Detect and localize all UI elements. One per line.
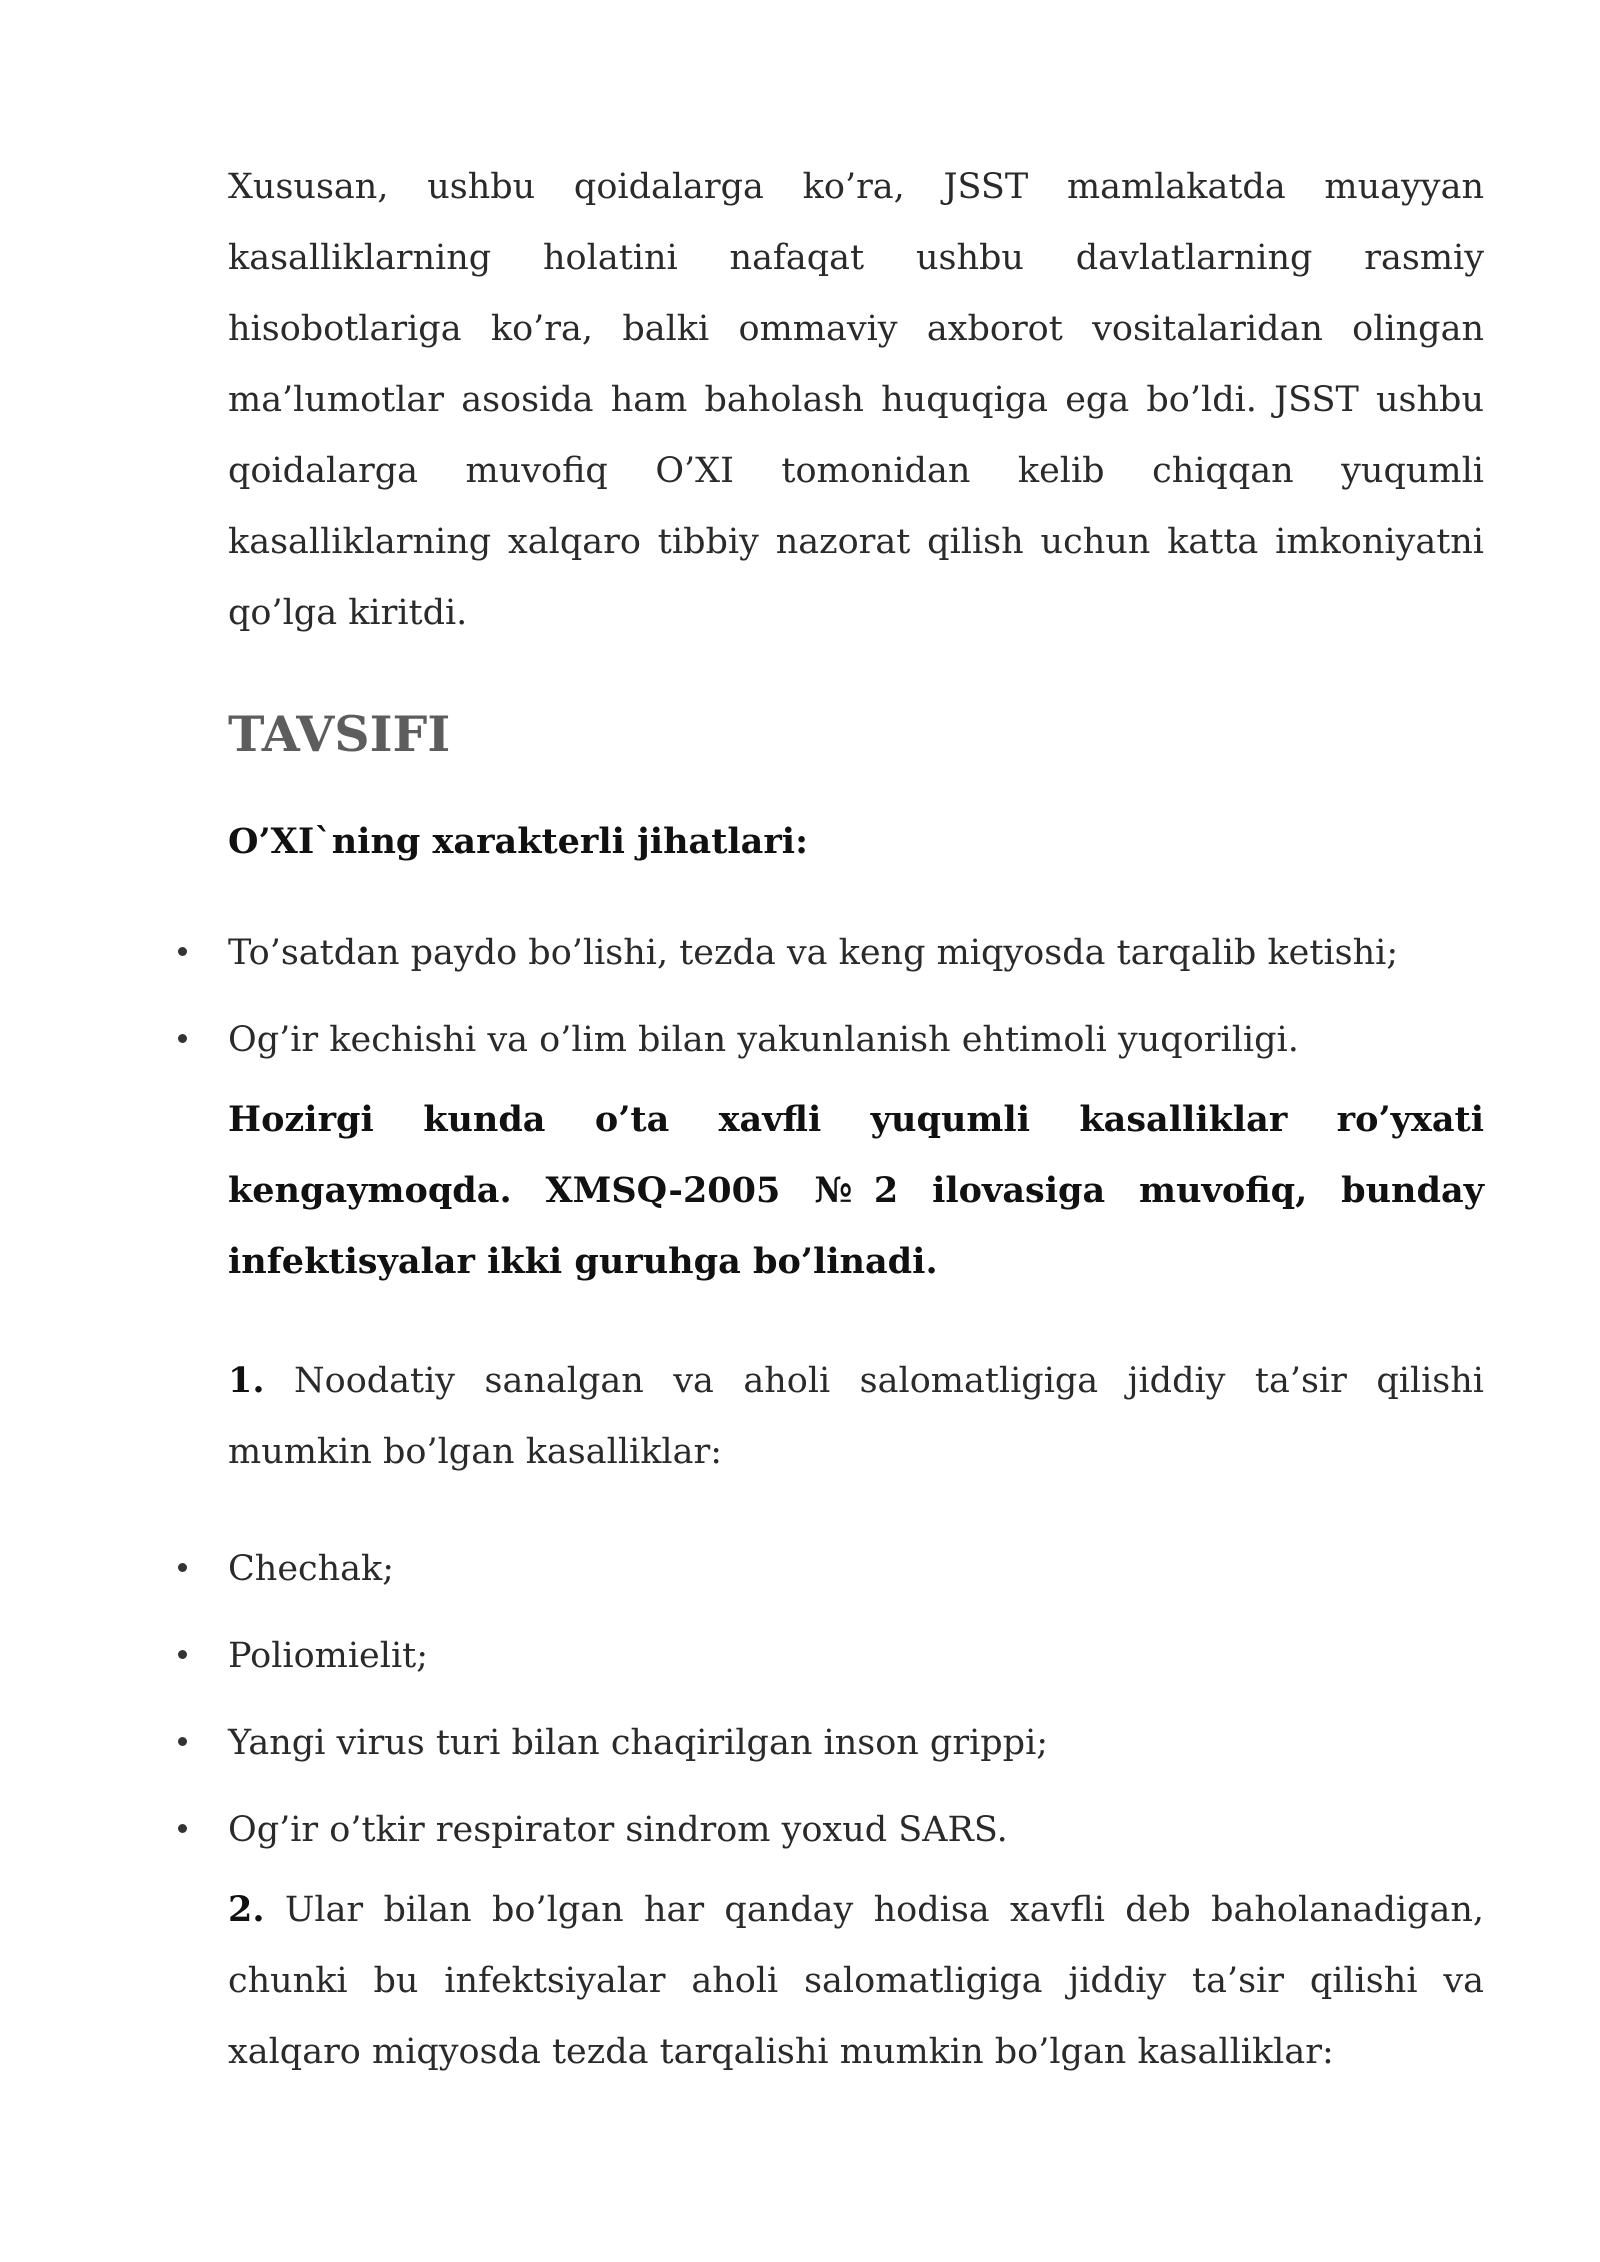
group-1-paragraph <box>228 1345 1484 1488</box>
list-item <box>228 1787 1484 1874</box>
bullet-icon <box>178 1650 187 1659</box>
highlight-paragraph: Hozirgi kunda o’ta xavfli yuqumli kasalliklar ro’yxati kengaymoqda. XMSQ-2005 №2 ilovasiga muvofiq, bunday infektisyalar ikki guruhga bo’linadi. <box>228 1099 1484 1282</box>
list-item <box>228 1700 1484 1787</box>
intro-paragraph: Xususan, ushbu qoidalarga ko’ra, JSST mamlakatda muayyan kasalliklarning holatini nafaqat ushbu davlatlarning rasmiy hisobotlariga ko’ra, balki ommaviy axborot vositalaridan olingan ma’lumotlar asosida ham baholash huquqiga ega bo’ldi. JSST ushbu qoidalarga muvofiq O’XI tomonidan kelib chiqqan yuqumli kasalliklarning xalqaro tibbiy nazorat qilish uchun katta imkoniyatni qo’lga kiritdi. <box>228 167 1484 633</box>
list-item-text: Og’ir o’tkir respirator sindrom yoxud SARS. <box>228 1810 1008 1850</box>
group-1-text: Noodatiy sanalgan va aholi salomatligiga jiddiy ta’sir qilishi mumkin bo’lgan kasalliklar: <box>228 1361 1484 1472</box>
list-item-text: To’satdan paydo bo’lishi, tezda va keng miqyosda tarqalib ketishi; <box>228 933 1399 973</box>
features-subheading: O’XI`ning xarakterli jihatlari: <box>228 821 808 862</box>
list-item-text: Yangi virus turi bilan chaqirilgan inson grippi; <box>228 1723 1049 1763</box>
group-2-paragraph <box>228 1874 1484 2088</box>
group-1-number: 1. <box>228 1360 265 1401</box>
list-item <box>228 1613 1484 1700</box>
list-item-text: Og’ir kechishi va o’lim bilan yakunlanish ehtimoli yuqoriligi. <box>228 1020 1299 1060</box>
list-item <box>228 1526 1484 1613</box>
list-item <box>228 997 1484 1084</box>
bullet-icon <box>178 1737 187 1746</box>
features-list <box>228 910 1484 1084</box>
list-item-text: Poliomielit; <box>228 1636 429 1676</box>
document-content <box>228 140 1484 2088</box>
group-1-list <box>228 1526 1484 1874</box>
list-item-text: Chechak; <box>228 1549 395 1589</box>
bullet-icon <box>178 947 187 956</box>
bullet-icon <box>178 1824 187 1833</box>
group-2-text: Ular bilan bo’lgan har qanday hodisa xavfli deb baholanadigan, chunki bu infektsiyalar aholi salomatligiga jiddiy ta’sir qilishi va xalqaro miqyosda tezda tarqalishi mumkin bo’lgan kasalliklar: <box>228 1890 1484 2072</box>
section-heading: TAVSIFI <box>228 705 451 763</box>
group-2-number: 2. <box>228 1889 265 1930</box>
bullet-icon <box>178 1563 187 1572</box>
list-item <box>228 910 1484 997</box>
bullet-icon <box>178 1034 187 1043</box>
